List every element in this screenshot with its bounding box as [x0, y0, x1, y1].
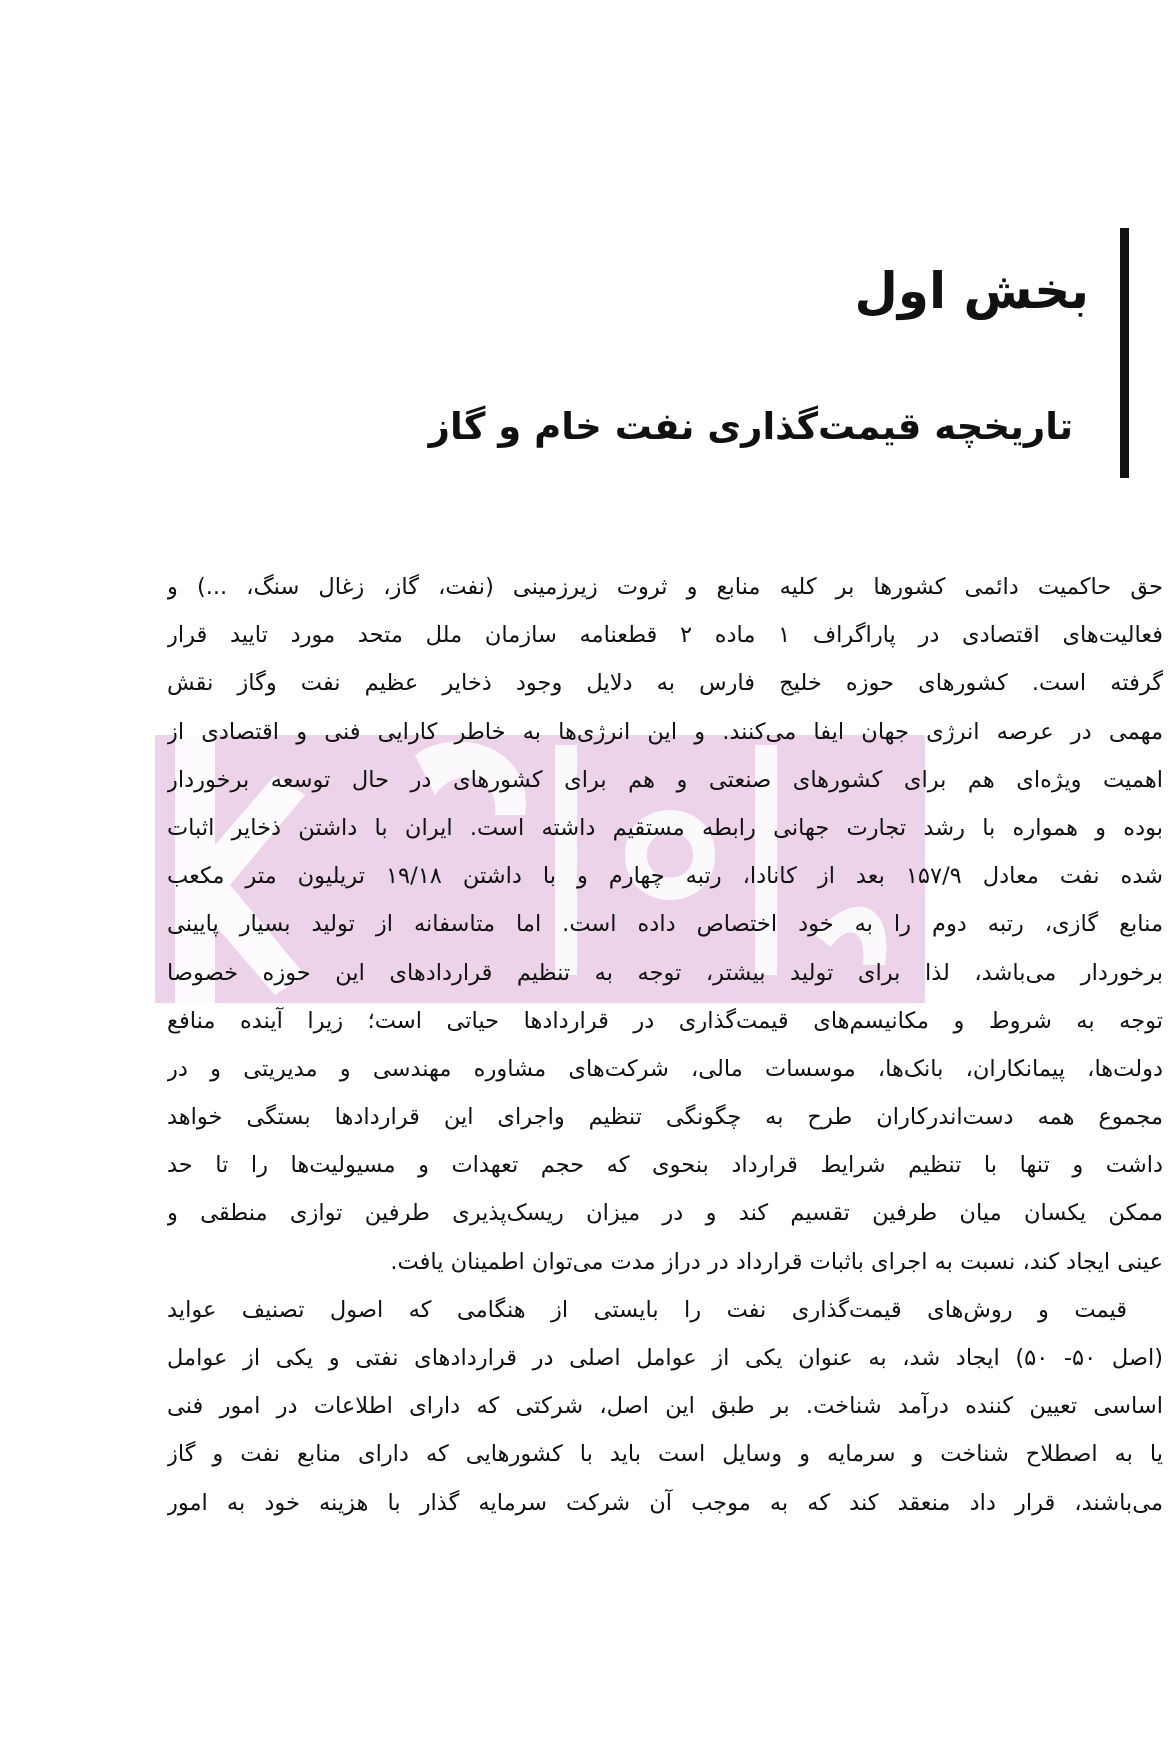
text-line: فعالیت‌های اقتصادی در پاراگراف ۱ ماده ۲ قطعنامه سازمان ملل متحد مورد تایید قرار [167, 622, 1163, 649]
paragraph-1 [167, 563, 1163, 1286]
text-line: اساسی تعیین کننده درآمد شناخت. بر طبق این اصل، شرکتی که دارای اطلاعات در امور فنی [167, 1393, 1163, 1420]
text-line: داشت و تنها با تنظیم شرایط قرارداد بنحوی که حجم تعهدات و مسیولیت‌ها را تا حد [167, 1152, 1163, 1179]
text-line: اهمیت ویژه‌ای هم برای کشورهای صنعتی و هم برای کشورهای در حال توسعه برخوردار [167, 766, 1163, 793]
text-line: حق حاکمیت دائمی کشورها بر کلیه منابع و ثروت زیرزمینی (نفت، گاز، زغال سنگ، ...) و [167, 574, 1163, 600]
text-line: ممکن یکسان میان طرفین تقسیم کند و در میزان ریسک‌پذیری طرفین توازی منطقی و [167, 1200, 1163, 1227]
text-line: منابع گازی، رتبه دوم را به خود اختصاص داده است. اما متاسفانه از تولید بسیار پایینی [167, 911, 1163, 938]
text-line: عینی ایجاد کند، نسبت به اجرای باثبات قرارداد در دراز مدت می‌توان اطمینان یافت. [390, 1248, 1163, 1275]
text-line: بوده و همواره با رشد تجارت جهانی رابطه مستقیم داشته است. ایران با داشتن ذخایر اثبات [167, 814, 1163, 841]
text-line: یا به اصطلاح شناخت و سرمایه و وسایل است باید با کشورهایی که دارای منابع نفت و گاز [167, 1441, 1163, 1468]
text-line: توجه به شروط و مکانیسم‌های قیمت‌گذاری در قراردادها حیاتی است؛ زیرا آینده منافع [167, 1007, 1163, 1034]
text-line: قیمت و روش‌های قیمت‌گذاری نفت را بایستی از هنگامی که اصول تصنیف عواید [167, 1296, 1127, 1323]
text-line: برخوردار می‌باشد، لذا برای تولید بیشتر، توجه به تنظیم قراردادهای این حوزه خصوصا [167, 959, 1163, 986]
part-title: بخش اول [854, 262, 1089, 320]
text-line: مجموع همه دست‌اندرکاران طرح به چگونگی تنظیم واجرای این قراردادها بستگی خواهد [167, 1104, 1163, 1131]
heading-vertical-rule [1120, 228, 1129, 478]
chapter-title: تاریخچه قیمت‌گذاری نفت خام و گاز [428, 405, 1073, 448]
text-line: دولت‌ها، پیمانکاران، بانک‌ها، موسسات مالی، شرکت‌های مشاوره مهندسی و مدیریتی و در [167, 1055, 1163, 1082]
text-line: مهمی در عرصه انرژی جهان ایفا می‌کنند. و این انرژی‌ها به خاطر کارایی فنی و اقتصادی از [167, 718, 1163, 745]
text-line: شده نفت معادل ۱۵۷/۹ بعد از کانادا، رتبه چهارم و با داشتن ۱۹/۱۸ تریلیون متر مکعب [167, 863, 1163, 890]
text-line: می‌باشند، قرار داد منعقد کند که به موجب آن شرکت سرمایه گذار با هزینه خود به امور [167, 1489, 1163, 1516]
text-line: گرفته است. کشورهای حوزه خلیج فارس به دلایل وجود ذخایر عظیم نفت وگاز نقش [167, 670, 1163, 697]
text-line: (اصل ۵۰- ۵۰) ایجاد شد، به عنوان یکی از عوامل اصلی در قراردادهای نفتی و یکی از عوامل [167, 1345, 1163, 1371]
body-text [167, 563, 1163, 1527]
paragraph-2 [167, 1286, 1163, 1527]
